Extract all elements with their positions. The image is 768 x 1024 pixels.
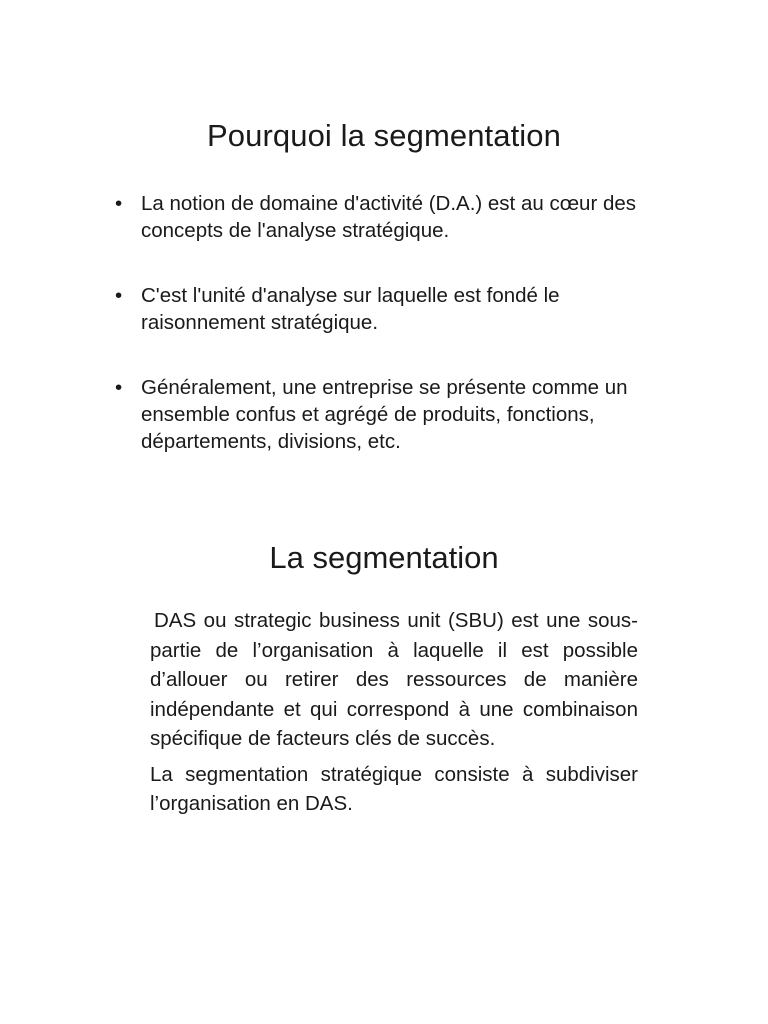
conclusion-paragraph: La segmentation stratégique consiste à subdiviser l’organisation en DAS. — [150, 762, 638, 815]
definition-paragraph: DAS ou strategic business unit (SBU) est une sous-partie de l’organisation à laquelle il est possible d’allouer ou retirer des ressources de manière indépendante et qui correspond à une combinaison spécifique de facteurs clés de succès. — [150, 609, 638, 750]
definition-block — [150, 606, 638, 819]
bullet-text: Généralement, une entreprise se présente comme un ensemble confus et agrégé de produits, fonctions, départements, divisions, etc. — [141, 376, 628, 453]
bullet-list — [112, 190, 642, 493]
bullet-text: La notion de domaine d'activité (D.A.) est au cœur des concepts de l'analyse stratégique. — [141, 192, 637, 242]
section-title-segmentation: La segmentation — [269, 540, 499, 575]
bullet-item — [112, 374, 642, 455]
bullet-dot-icon: • — [115, 192, 123, 215]
section-title-pourquoi: Pourquoi la segmentation — [207, 118, 561, 153]
bullet-item — [112, 190, 642, 244]
bullet-dot-icon: • — [115, 284, 123, 307]
bullet-dot-icon: • — [115, 376, 123, 399]
bullet-item — [112, 282, 642, 336]
bullet-text: C'est l'unité d'analyse sur laquelle est fondé le raisonnement stratégique. — [141, 284, 560, 334]
